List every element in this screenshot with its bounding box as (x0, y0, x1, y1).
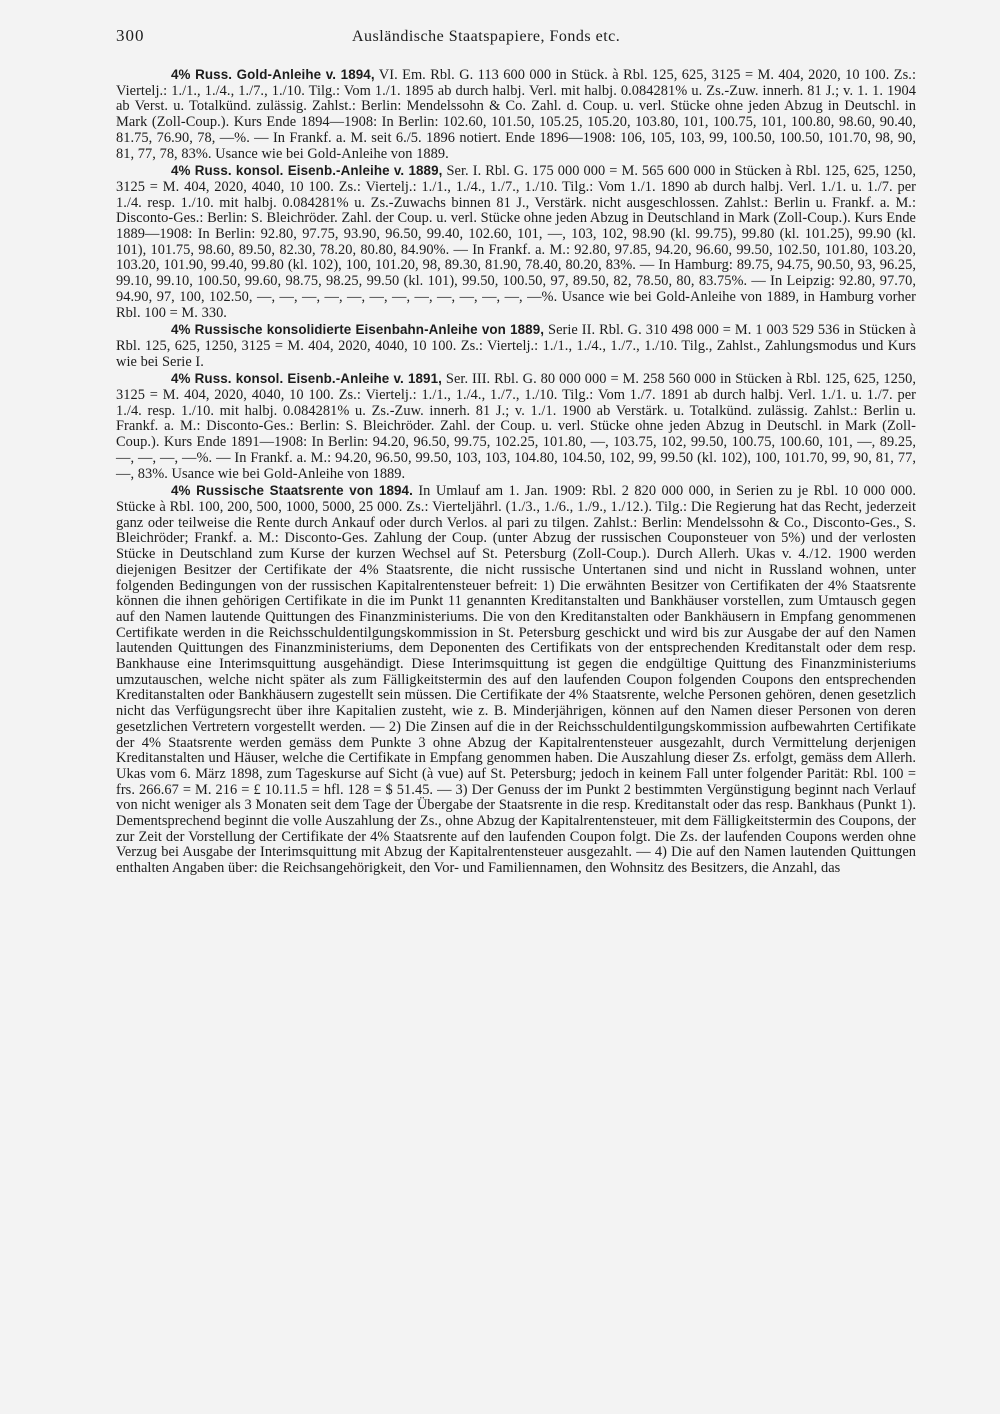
entry-text: Ser. III. Rbl. G. 80 000 000 = M. 258 560 000 in Stücken à Rbl. 125, 625, 1250, 3125 = M. 404, 2020, 4040, 10 100. Zs.: Viertelj.: 1./1., 1./4., 1./7., 1./10. Tilg.: Vom 1./7. 1891 ab durch halbj. Verl. 1./1. u. 1./7. per 1./4. resp. 1./10. mit halbj. 0.084281% u. Zs.-Zuw. innerh. 81 J.; v. 1./1. 1900 ab Verstärk. u. Totalkünd. zulässig. Zahlst.: Berlin u. Frankf. a. M.: Disconto-Ges.: Berlin: S. Bleichröder. Zahl. der Coup. u. verl. Stücke ohne jeden Abzug in Deutschl. in Mark (Zoll-Coup.). Kurs Ende 1891—1908: In Berlin: 94.20, 96.50, 99.75, 102.25, 101.80, —, 103.75, 102, 99.50, 100.75, 100.60, 101, —, 89.25, —, —, —, —%. — In Frankf. a. M.: 94.20, 96.50, 99.50, 103, 103, 104.80, 104.50, 102, 99, 99.50 (kl. 102), 100, 101.70, 99, 90, 81, 77, —, 83%. Usance wie bei Gold-Anleihe von 1889. (116, 371, 917, 482)
entry-title: 4% Russ. konsol. Eisenb.-Anleihe v. 1889, (171, 163, 443, 179)
entry-text: VI. Em. Rbl. G. 113 600 000 in Stück. à Rbl. 125, 625, 3125 = M. 404, 2020, 10 100. Zs.: Viertelj.: 1./1., 1./4., 1./7., 1./10. Tilg.: Vom 1./1. 1895 ab durch halbj. Verl. mit halbj. 0.084281% u. Zs.-Zuw. innerh. 81 J.; v. 1. 1. 1904 ab Verst. u. Totalkünd. zulässig. Zahlst.: Berlin: Mendelssohn & Co. Zahl. d. Coup. u. verl. Stücke ohne jeden Abzug in Deutschl. in Mark (Zoll-Coup.). Kurs Ende 1894—1908: In Berlin: 102.60, 101.50, 105.25, 105.20, 103.80, 101, 100.75, 101, 100.80, 98.60, 90.40, 81.75, 76.90, 78, —%. — In Frankf. a. M. seit 6./5. 1896 notiert. Ende 1896—1908: 106, 105, 103, 99, 100.50, 100.50, 101.70, 98, 90, 81, 77, 78, 83%. Usance wie bei Gold-Anleihe von 1889. (116, 67, 916, 162)
page-header (116, 26, 916, 50)
entry-russ-eisenb-anleihe-1889-ser-1 (116, 163, 916, 321)
entry-russ-staatsrente-1894 (116, 483, 916, 877)
entry-text: Serie II. Rbl. G. 310 498 000 = M. 1 003 529 536 in Stücken à Rbl. 125, 625, 1250, 3125 = M. 404, 2020, 4040, 10 100. Zs.: Viertelj.: 1./1., 1./4., 1./7., 1./10. Tilg., Zahlst., Zahlungsmodus und Kurs wie bei Serie I. (116, 322, 916, 370)
entry-title: 4% Russische Staatsrente von 1894. (171, 483, 413, 499)
entry-text: Ser. I. Rbl. G. 175 000 000 = M. 565 600 000 in Stücken à Rbl. 125, 625, 1250, 3125 = M. 404, 2020, 4040, 10 100. Zs.: Viertelj.: 1./1., 1./4., 1./7., 1./10. Tilg.: Vom 1./1. 1890 ab durch halbj. Verl. 1./1. u. 1./7. per 1./4. resp. 1./10. mit halbj. 0.084281% u. Zs.-Zuwachs binnen 81 J., Verstärk. nicht ausgeschlossen. Zahlst.: Berlin u. Frankf. a. M.: Disconto-Ges.: Berlin: S. Bleichröder. Zahl. der Coup. u. verl. Stücke ohne jeden Abzug in Deutschland in Mark (Zoll-Coup.). Kurs Ende 1889—1908: In Berlin: 92.80, 97.75, 93.90, 96.50, 99.40, 102.60, 101, —, 103, 102, 98.90 (kl. 99.75), 99.80 (kl. 101.25), 99.90 (kl. 101), 101.75, 98.60, 89.50, 82.30, 78.20, 80.80, 84.90%. — In Frankf. a. M.: 92.80, 97.85, 94.20, 96.60, 99.50, 102.50, 101.80, 103.20, 103.20, 101.90, 99.40, 99.80 (kl. 102), 100, 101.20, 98, 89.30, 81.90, 78.40, 80.20, 83%. — In Hamburg: 89.75, 94.75, 90.50, 93, 96.25, 99.10, 99.10, 100.50, 99.60, 98.75, 98.25, 99.50 (kl. 101), 99.50, 100.50, 97, 89.50, 82, 78.50, 80, 83.75%. — In Leipzig: 92.80, 97.70, 94.90, 97, 100, 102.50, —, —, —, —, —, —, —, —, —, —, —, —, —%. Usance wie bei Gold-Anleihe von 1889, in Hamburg vorher Rbl. 100 = M. 330. (116, 163, 916, 321)
entry-text: In Umlauf am 1. Jan. 1909: Rbl. 2 820 000 000, in Serien zu je Rbl. 10 000 000. Stücke à Rbl. 100, 200, 500, 1000, 5000, 25 000. Zs.: Vierteljährl. (1./3., 1./6., 1./9., 1./12.). Tilg.: Die Regierung hat das Recht, jederzeit ganz oder teilweise die Rente durch Ankauf oder durch Verlos. al pari zu tilgen. Zahlst.: Berlin: Mendelssohn & Co., Disconto-Ges., S. Bleichröder; Frankf. a. M.: Disconto-Ges. Zahlung der Coup. (unter Abzug der russischen Couponsteuer von 5%) und der verlosten Stücke in Deutschland zum Kurse der kurzen Wechsel auf St. Petersburg (Zoll-Coup.). Durch Allerh. Ukas v. 4./12. 1900 werden diejenigen Besitzer der Certifikate der 4% Staatsrente, die nicht russische Untertanen sind und nicht in Russland wohnen, unter folgenden Bedingungen von der russischen Kapitalrentensteuer befreit: 1) Die erwähnten Besitzer von Certifikaten der 4% Staatsrente können die ihnen gehörigen Certifikate in die im Punkt 11 genannten Kreditanstalten und Bankhäuser vorstellen, zum Umtausch gegen auf den Namen lautende Quittungen des Finanzministeriums. Die von den Kreditanstalten oder Bankhäusern in Empfang genommenen Certifikate werden in die Reichsschuldentilgungskommission in St. Petersburg geschickt und wird bis zur Ausgabe der auf den Namen lautenden Quittungen des Finanzministeriums, dem Deponenten des Certifikats von der entsprechenden Kreditanstalt oder dem resp. Bankhause eine Interimsquittung ausgehändigt. Diese Interimsquittung ist gegen die endgültige Quittung des Finanzministeriums umzutauschen, welche nicht später als zum Fälligkeitstermin des auf den laufenden Coupon folgenden Coupons den entsprechenden Kreditanstalten oder Bankhäusern zugestellt sein müssen. Die Certifikate der 4% Staatsrente, welche Personen gehören, denen gesetzlich nicht das Verfügungsrecht über ihre Kapitalien zusteht, wie z. B. Minderjährigen, können auf den Namen dieser Personen von deren gesetzlichen Vertretern vorgestellt werden. — 2) Die Zinsen auf die in der Reichsschuldentilgungskommission aufbewahrten Certifikate der 4% Staatsrente werden gemäss dem Punkte 3 ohne Abzug der Kapitalrentensteuer ausgezahlt, durch Vermittelung derjenigen Kreditanstalten und Häuser, welche die Certifikate in Empfang genommen haben. Die Auszahlung dieser Zs. erfolgt, gemäss dem Allerh. Ukas vom 6. März 1898, zum Tageskurse auf Sicht (à vue) auf St. Petersburg; jedoch in keinem Fall unter folgender Parität: Rbl. 100 = frs. 266.67 = M. 216 = £ 10.11.5 = hfl. 128 = $ 51.45. — 3) Der Genuss der im Punkt 2 bestimmten Vergünstigung beginnt nach Verlauf von nicht weniger als 3 Monaten seit dem Tage der Übergabe der Staatsrente in die resp. Kreditanstalt oder das resp. Bankhaus (Punkt 1). Dementsprechend beginnt die volle Auszahlung der Zs., ohne Abzug der Kapitalrentensteuer, mit dem Fälligkeitstermin des Coupons, der zur Zeit der Vorstellung der Certifikate der 4% Staatsrente auf den laufenden Coupon folgt. Die Zs. der laufenden Coupons werden ohne Verzug bei Ausgabe der Interimsquittung mit Abzug der Kapitalrentensteuer ausgezahlt. — 4) Die auf den Namen lautenden Quittungen enthalten Angaben über: die Reichsangehörigkeit, den Vor- und Familiennamen, den Wohnsitz des Besitzers, die Anzahl, das (116, 483, 917, 877)
page-number: 300 (116, 26, 145, 45)
entry-russ-eisenb-anleihe-1889-ser-2 (116, 322, 916, 370)
entry-russ-eisenb-anleihe-1891-ser-3 (116, 371, 916, 482)
entry-title: 4% Russische konsolidierte Eisenbahn-Anleihe von 1889, (171, 322, 545, 338)
page-body (116, 67, 916, 878)
running-head: Ausländische Staatspapiere, Fonds etc. (352, 28, 621, 45)
entry-russ-gold-anleihe-1894 (116, 67, 916, 162)
entry-title: 4% Russ. Gold-Anleihe v. 1894, (171, 67, 375, 82)
entry-title: 4% Russ. konsol. Eisenb.-Anleihe v. 1891, (171, 371, 442, 387)
